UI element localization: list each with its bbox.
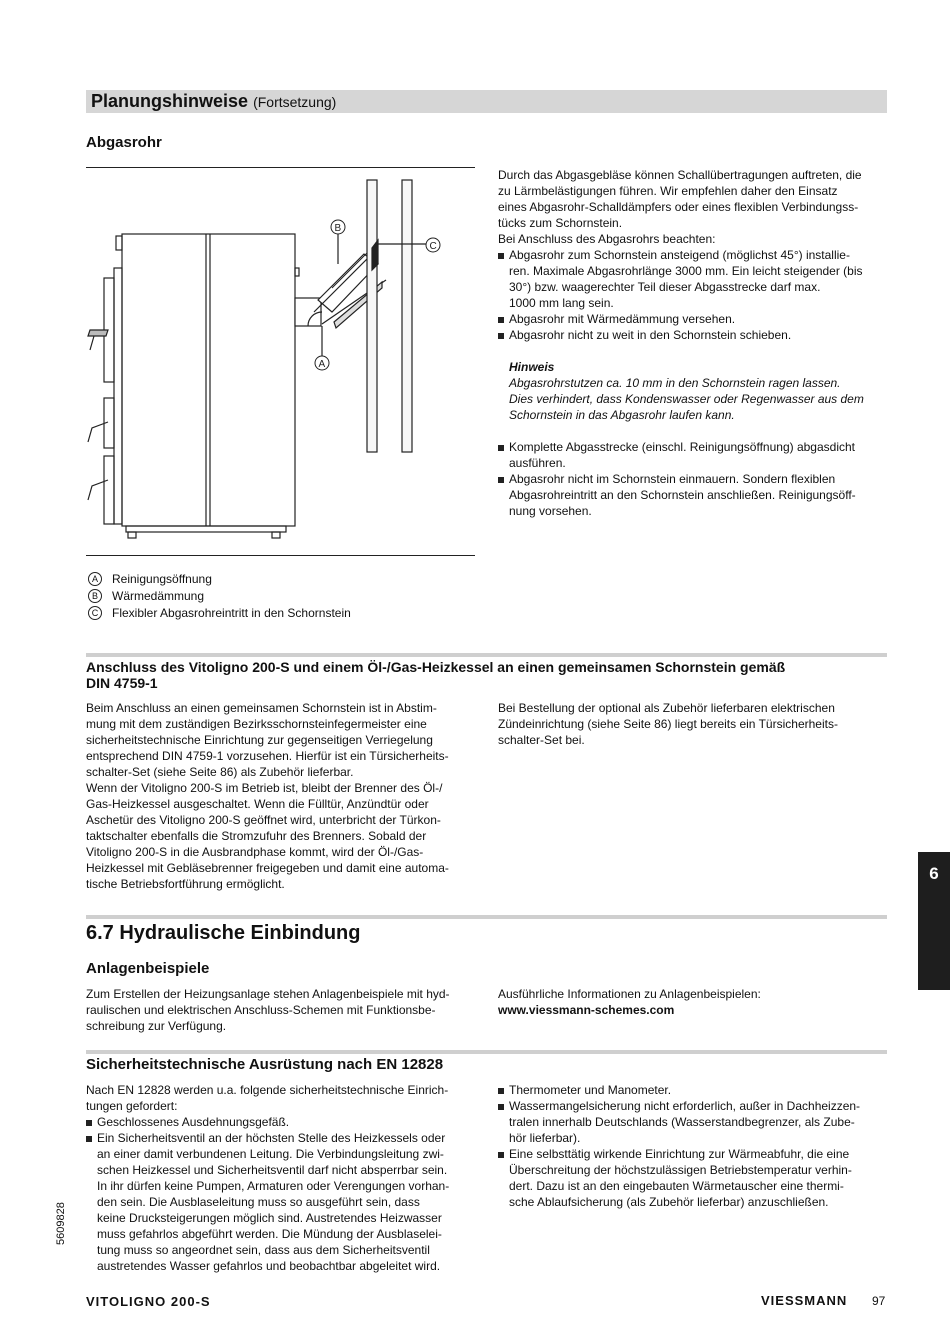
sicherheit-heading: Sicherheitstechnische Ausrüstung nach EN 12828 (86, 1056, 444, 1073)
legend-item (86, 588, 476, 605)
doc-number: 5609828 (55, 1202, 67, 1245)
sicherheit-left-bullets (86, 1114, 481, 1274)
chimney-wall-right (402, 180, 412, 452)
list-item: Komplette Abgasstrecke (einschl. Reinigungsöffnung) abgasdicht ausführen. (498, 439, 890, 471)
abgasrohr-bullets-2 (498, 439, 890, 519)
anschluss-right-text: Bei Bestellung der optional als Zubehör lieferbaren elektrischen Zündeinrichtung (siehe Seite 86) liegt bereits ein Türsicherheits- schalter-Set bei. (498, 701, 838, 747)
hint-text: Abgasrohrstutzen ca. 10 mm in den Schornstein ragen lassen. Dies verhindert, dass Kondenswasser oder Regenwasser aus dem Schornstein in das Abgasrohr laufen kann. (509, 376, 864, 422)
legend-letter: C (88, 606, 102, 620)
section-rule (86, 1050, 887, 1054)
figure-label-b: B (334, 223, 342, 234)
list-item: Abgasrohr mit Wärmedämmung versehen. (498, 311, 890, 327)
abgasrohr-bullets-1 (498, 247, 890, 343)
boiler-chimney-figure (86, 170, 475, 553)
abgasrohr-heading: Abgasrohr (86, 134, 162, 151)
list-item: Abgasrohr zum Schornstein ansteigend (möglichst 45°) installie- ren. Maximale Abgasrohrlänge 3000 mm. Ein leicht steigender (bis 30°) bzw. waagerechter Teil dieser Abgasstrecke darf max. 1000 mm lang sein. (498, 247, 890, 311)
hint-box (498, 359, 890, 423)
page-title (91, 91, 336, 112)
legend-letter: B (88, 589, 102, 603)
list-item: Thermometer und Manometer. (498, 1082, 890, 1098)
page-number: 97 (872, 1294, 886, 1308)
chapter-tab (918, 852, 950, 990)
hydraulik-heading: 6.7 Hydraulische Einbindung (86, 922, 361, 944)
legend-item (86, 605, 476, 622)
anlagenbeispiele-heading: Anlagenbeispiele (86, 960, 210, 977)
page-title-text: Planungshinweise (91, 91, 249, 111)
figure-legend (86, 571, 476, 622)
list-item: Abgasrohr nicht im Schornstein einmauern. Sondern flexiblen Abgasrohreintritt an den Schornstein anschließen. Reinigungsöff- nung vorsehen. (498, 471, 890, 519)
anschluss-heading: Anschluss des Vitoligno 200-S und einem Öl-/Gas-Heizkessel an einen gemeinsamen Schornstein gemäß DIN 4759-1 (86, 659, 786, 691)
chimney-wall-left (367, 180, 377, 452)
legend-text: Wärmedämmung (112, 589, 205, 603)
legend-text: Flexibler Abgasrohreintritt in den Schornstein (112, 606, 351, 620)
sicherheit-intro: Nach EN 12828 werden u.a. folgende sicherheitstechnische Einrich- tungen gefordert: (86, 1083, 449, 1113)
chapter-number: 6 (929, 864, 939, 883)
boiler-body (122, 234, 295, 526)
list-item: Ein Sicherheitsventil an der höchsten Stelle des Heizkessels oder an einer damit verbundenen Leitung. Die Verbindungsleitung zwi- schen Heizkessel und Sicherheitsventil darf nicht absperrbar sein. In ihr dürfen keine Pumpen, Armaturen oder Verengungen vorhan- den sein. Die Ausblaseleitung muss so ausgeführt sein, dass keine Drucksteigerungen möglich sind. Austretendes Heizwasser muss gefahrlos abgeführt werden. Die Mündung der Ausblaselei- tung muss so angeordnet sein, dass aus dem Sicherheitsventil austretendes Wasser gefahrlos und beobachtbar abgeleitet wird. (86, 1130, 481, 1274)
figure-label-c: C (429, 241, 437, 252)
abgasrohr-text (498, 167, 890, 519)
list-item: Wassermangelsicherung nicht erforderlich, außer in Dachheizzen- tralen innerhalb Deutschlands (Wasserstandbegrenzer, als Zube- hör lieferbar). (498, 1098, 890, 1146)
figure-bottom-rule (86, 555, 475, 556)
anschluss-left-text: Beim Anschluss an einen gemeinsamen Schornstein ist in Abstim- mung mit dem zuständigen Bezirksschornsteinfegermeister eine sicherheitstechnische Einrichtung zur gegenseitigen Verriegelung entsprechend DIN 4759-1 vorzusehen. Hierfür ist ein Türsicherheits- schalter-Set (siehe Seite 86) als Zubehör lieferbar. Wenn der Vitoligno 200-S im Betrieb ist, bleibt der Brenner des Öl-/ Gas-Heizkessel ausgeschaltet. Wenn die Fülltür, Anzündtür oder Aschetür des Vitoligno 200-S geöffnet wird, unterbricht der Türkon- taktschalter ebenfalls die Stromzufuhr des Brenners. Sobald der Vitoligno 200-S in die Ausbrandphase kommt, wird der Öl-/Gas- Heizkessel mit Gebläsebrenner freigegeben und damit eine automa- tische Betriebsfortführung ermöglicht. (86, 701, 449, 891)
section-rule (86, 653, 887, 657)
figure-top-rule (86, 167, 475, 168)
hydraulik-left-text: Zum Erstellen der Heizungsanlage stehen Anlagenbeispiele mit hyd- raulischen und elektrischen Anschluss-Schemen mit Funktionsbe- schreibung zur Verfügung. (86, 987, 450, 1033)
list-item: Abgasrohr nicht zu weit in den Schornstein schieben. (498, 327, 890, 343)
schemes-link[interactable]: www.viessmann-schemes.com (498, 1003, 675, 1017)
legend-item (86, 571, 476, 588)
section-rule (86, 915, 887, 919)
hydraulik-right-text: Ausführliche Informationen zu Anlagenbeispielen: www.viessmann-schemes.com (498, 987, 761, 1017)
door-lower (104, 456, 114, 524)
figure-label-a: A (318, 359, 326, 370)
brand-logo: VIESSMANN (761, 1293, 848, 1308)
legend-letter: A (88, 572, 102, 586)
footer-model: VITOLIGNO 200-S (86, 1294, 211, 1309)
sicherheit-right-text (498, 1082, 890, 1210)
abgasrohr-intro: Durch das Abgasgebläse können Schallübertragungen auftreten, die zu Lärmbelästigungen führen. Wir empfehlen daher den Einsatz eines Abgasrohr-Schalldämpfers oder eines flexiblen Verbindungss- tücks zum Schornstein. Bei Anschluss des Abgasrohrs beachten: (498, 168, 862, 246)
list-item: Geschlossenes Ausdehnungsgefäß. (86, 1114, 481, 1130)
page-subtitle: (Fortsetzung) (253, 94, 337, 110)
legend-text: Reinigungsöffnung (112, 572, 212, 586)
sicherheit-right-bullets (498, 1082, 890, 1210)
hint-title: Hinweis (509, 360, 555, 374)
list-item: Eine selbsttätig wirkende Einrichtung zur Wärmeabfuhr, die eine Überschreitung der höchstzulässigen Betriebstemperatur verhin- dert. Dazu ist an den eingebauten Wärmetauscher eine thermi- sche Ablaufsicherung (als Zubehör lieferbar) anzuschließen. (498, 1146, 890, 1210)
sicherheit-left-text (86, 1082, 481, 1274)
